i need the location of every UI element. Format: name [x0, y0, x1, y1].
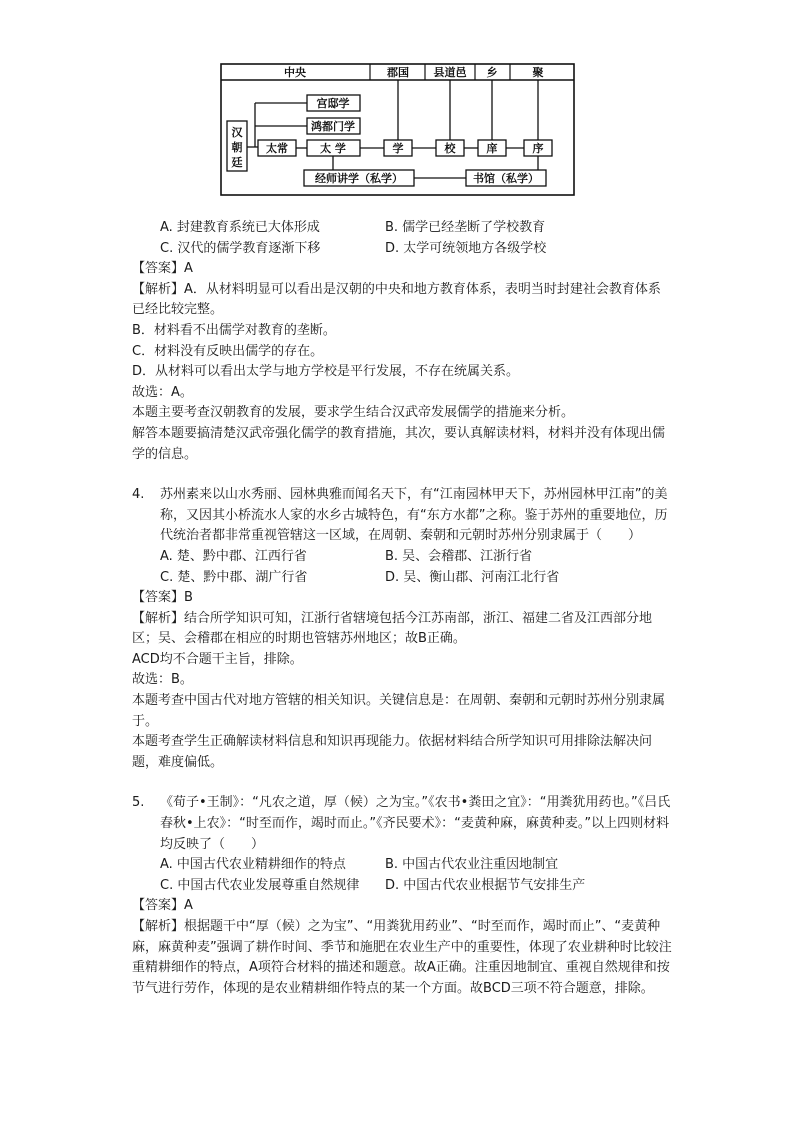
q4-analysis-3: 故选：B。 — [132, 672, 193, 688]
q3-analysis-label: 【解析】 — [132, 281, 185, 297]
shuguan-label: 书馆（私学） — [473, 172, 539, 185]
q3-options-row-1 — [132, 218, 672, 239]
q5-options-row-2 — [132, 876, 672, 897]
q5-option-b: B. 中国古代农业注重因地制宜 — [385, 857, 559, 873]
q4-answer-label: 【答案】 — [132, 590, 185, 606]
q3-analysis-7: 解答本题要搞清楚汉武帝强化儒学的教育措施，其次，要认真解读材料，材料并没有体现出儒学的信息。 — [132, 425, 666, 462]
q3-block — [132, 218, 672, 465]
q4-options-row-2 — [132, 568, 672, 589]
q5-option-d: D. 中国古代农业根据节气安排生产 — [385, 877, 586, 893]
q3-answer — [132, 259, 672, 280]
q4-option-d: D. 吴、衡山郡、河南江北行省 — [385, 569, 560, 585]
q5-answer — [132, 896, 672, 917]
q5-answer-value: A — [184, 898, 193, 914]
q5-stem: 《荀子•王制》：“凡农之道，厚（候）之为宝。”《农书•粪田之宜》：“用粪犹用药也。”《吕氏春秋•上农》：“时至而作，竭时而止。”《齐民要术》：“麦黄种麻，麻黄种麦。”以上四则材料均反映了（ ） — [160, 795, 671, 852]
q3-analysis-4: D．从材料可以看出太学与地方学校是平行发展，不存在统属关系。 — [132, 364, 520, 380]
gongdi-label: 宫邸学 — [316, 97, 350, 110]
q3-option-b: B. 儒学已经垄断了学校教育 — [385, 220, 546, 235]
q4-number: 4. — [132, 487, 145, 503]
header-ju: 聚 — [532, 66, 544, 79]
page-content — [132, 218, 672, 999]
q4-option-c: C. 楚、黔中郡、湖广行省 — [160, 569, 308, 585]
q4-analysis-1 — [132, 609, 672, 650]
header-xiang: 乡 — [486, 66, 498, 79]
local-xiao-label: 校 — [444, 142, 456, 155]
local-xu-label: 序 — [532, 142, 544, 155]
local-xue-label: 学 — [392, 142, 404, 155]
q5-number: 5. — [132, 795, 145, 811]
hongdu-label: 鸿都门学 — [311, 120, 355, 133]
han-court-char-3: 廷 — [231, 156, 243, 169]
q3-option-d: D. 太学可统领地方各级学校 — [385, 240, 547, 256]
education-system-diagram — [220, 63, 575, 196]
jingshi-label: 经师讲学（私学） — [315, 172, 403, 185]
q3-answer-label: 【答案】 — [132, 261, 185, 277]
header-central: 中央 — [284, 66, 306, 79]
q3-options-row-2 — [132, 239, 672, 260]
q3-option-c: C. 汉代的儒学教育逐渐下移 — [160, 240, 321, 256]
q4-stem: 苏州素来以山水秀丽、园林典雅而闻名天下，有“江南园林甲天下，苏州园林甲江南”的美称，又因其小桥流水人家的水乡古城特色，有“东方水都”之称。鉴于苏州的重要地位，历代统治者都非常重视管辖这一区域，在周朝、秦朝和元朝时苏州分别隶属于（ ） — [160, 487, 668, 544]
local-xiang-label: 庠 — [486, 142, 498, 155]
q4-analysis-label: 【解析】 — [132, 610, 185, 626]
q4-option-a: A. 楚、黔中郡、江西行省 — [160, 548, 307, 564]
q5-analysis-label: 【解析】 — [132, 919, 185, 934]
q4-analysis-text-1: 结合所学知识可知，江浙行省辖境包括今江苏南部，浙江、福建二省及江西部分地区；吴、会稽郡在相应的时期也管辖苏州地区；故B正确。 — [132, 610, 653, 647]
q3-option-a: A. 封建教育系统已大体形成 — [160, 220, 320, 235]
han-court-char-1: 汉 — [231, 126, 243, 139]
q5-question — [132, 793, 672, 855]
q5-option-c: C. 中国古代农业发展尊重自然规律 — [160, 877, 360, 893]
taichang-label: 太常 — [266, 142, 288, 155]
q3-analysis-6: 本题主要考查汉朝教育的发展，要求学生结合汉武帝发展儒学的措施来分析。 — [132, 405, 575, 421]
header-xiandaoyi: 县道邑 — [433, 66, 467, 79]
q3-analysis-5: 故选：A。 — [132, 384, 193, 400]
q3-analysis-2: B．材料看不出儒学对教育的垄断。 — [132, 322, 336, 338]
q4-option-b: B. 吴、会稽郡、江浙行省 — [385, 548, 533, 564]
q4-answer-value: B — [184, 590, 193, 606]
header-junguo: 郡国 — [387, 66, 409, 79]
q3-analysis-3: C．材料没有反映出儒学的存在。 — [132, 343, 324, 359]
q3-analysis-text-1: A．从材料明显可以看出是汉朝的中央和地方教育体系，表明当时封建社会教育体系已经比较完整。 — [132, 281, 661, 318]
q4-block — [132, 485, 672, 773]
q5-option-a: A. 中国古代农业精耕细作的特点 — [160, 857, 346, 873]
q5-analysis-text-1: 根据题干中“厚（候）之为宝”、“用粪犹用药业”、“时至而作，竭时而止”、“麦黄种麻，麻黄种麦”强调了耕作时间、季节和施肥在农业生产中的重要性，体现了农业耕种时比较注重精耕细作的特点，A项符合材料的描述和题意。故A正确。注重因地制宜、重视自然规律和按节气进行劳作，体现的是农业精耕细作特点的某一个方面。故BCD三项不符合题意，排除。 — [132, 919, 672, 996]
q4-analysis-5: 本题考查学生正确解读材料信息和知识再现能力。依据材料结合所学知识可用排除法解决问题，难度偏低。 — [132, 734, 653, 770]
q3-analysis-1 — [132, 280, 672, 321]
q5-answer-label: 【答案】 — [132, 898, 185, 914]
q4-analysis-2: ACD均不合题干主旨，排除。 — [132, 651, 303, 667]
taixue-label: 太 学 — [320, 142, 346, 155]
q5-block — [132, 793, 672, 999]
q4-analysis-4: 本题考查中国古代对地方管辖的相关知识。关键信息是：在周朝、秦朝和元朝时苏州分别隶属于。 — [132, 693, 666, 729]
q4-options-row-1 — [132, 547, 672, 568]
q3-answer-value: A — [184, 261, 193, 277]
q5-options-row-1 — [132, 855, 672, 876]
diagram-svg — [220, 63, 575, 196]
han-court-char-2: 朝 — [231, 141, 243, 154]
q4-question — [132, 485, 672, 547]
q4-answer — [132, 588, 672, 609]
q5-analysis-1 — [132, 917, 672, 999]
